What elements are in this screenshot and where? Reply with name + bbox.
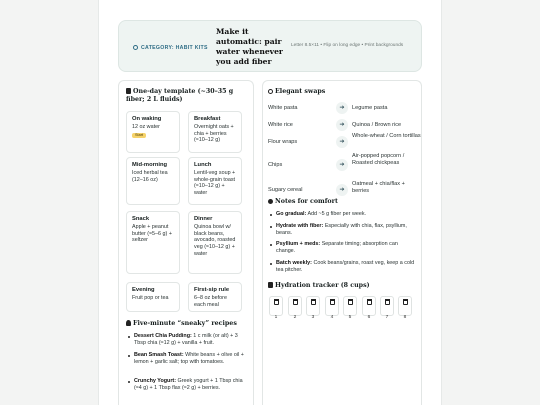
tag-icon: [133, 45, 138, 50]
meal-card: Mid-morning Iced herbal tea (12–16 oz): [126, 157, 180, 205]
sparkle-icon: [268, 89, 273, 94]
tracker-title: Hydration tracker (8 cups): [268, 282, 408, 290]
meal-card: Evening Fruit pop or tea: [126, 282, 180, 312]
note-item: Hydrate with fiber: Especially with chia, flax, psyllium, beans.: [270, 223, 418, 237]
cup-checkbox[interactable]: 3: [306, 296, 320, 316]
cup-icon: [268, 282, 273, 288]
meal-card: On waking 12 oz water Start: [126, 111, 180, 153]
arrow-right-icon: ➔: [336, 184, 348, 196]
note-item: Batch weekly: Cook beans/grains, roast veg, keep a cold tea pitcher.: [270, 260, 418, 274]
recipes-title: Five-minute “sneaky” recipes: [126, 320, 246, 328]
category-label: CATEGORY: HABIT KITS: [141, 44, 208, 51]
cup-checkbox[interactable]: 5: [343, 296, 357, 316]
meal-card: Dinner Quinoa bowl w/ black beans, avocado, roasted veg (≈10–12 g) + water: [188, 211, 242, 274]
recipe-item: Crunchy Yogurt: Greek yogurt + 1 Tbsp chia (≈4 g) + 1 Tbsp flax (≈2 g) + berries.: [128, 378, 246, 392]
start-badge: Start: [132, 133, 146, 138]
swap-row: White pasta ➔ Legume pasta: [268, 100, 418, 118]
cup-icon: [274, 299, 279, 305]
lightbulb-icon: [268, 199, 273, 204]
chef-hat-icon: [126, 320, 131, 326]
arrow-right-icon: ➔: [336, 119, 348, 131]
cup-icon: [330, 299, 335, 305]
notes-title: Notes for comfort: [268, 198, 408, 206]
swap-row: Chips ➔ Air-popped popcorn / Roasted chickpeas: [268, 153, 418, 171]
print-specs: Letter 8.5×11 • Flip on long edge • Print backgrounds: [291, 43, 404, 48]
swap-row: Sugary cereal ➔ Oatmeal + chia/flax + berries: [268, 181, 405, 194]
recipe-item: Dessert Chia Pudding: 1 c milk (or alt) + 3 Tbsp chia (≈12 g) + vanilla + fruit.: [128, 333, 246, 347]
recipe-item: Bean Smash Toast: White beans + olive oil + lemon + garlic salt; top with tomatoes.: [128, 352, 246, 366]
arrow-right-icon: ➔: [336, 136, 348, 148]
cup-icon: [385, 299, 390, 305]
cup-checkbox[interactable]: 4: [325, 296, 339, 316]
cup-icon: [403, 299, 408, 305]
meal-card: First-sip rule 6–8 oz before each meal: [188, 282, 242, 312]
swap-row: Flour wraps ➔ Whole-wheat / Corn tortillas: [268, 133, 418, 151]
swap-row: White rice ➔ Quinoa / Brown rice: [268, 117, 418, 135]
meal-card: Snack Apple + peanut butter (≈5–6 g) + seltzer: [126, 211, 180, 274]
arrow-right-icon: ➔: [336, 102, 348, 114]
calendar-icon: [126, 88, 131, 94]
cup-checkbox[interactable]: 1: [269, 296, 283, 316]
meal-card: Lunch Lentil-veg soup + whole-grain toast (≈10–12 g) + water: [188, 157, 242, 205]
cup-icon: [348, 299, 353, 305]
cup-checkbox[interactable]: 8: [398, 296, 412, 316]
cup-icon: [293, 299, 298, 305]
cup-checkbox[interactable]: 6: [362, 296, 376, 316]
template-title: One-day template (~30–35 g fiber; 2 L fluids): [126, 88, 234, 103]
cup-icon: [311, 299, 316, 305]
page-title: Make it automatic: pair water whenever you add fiber: [216, 27, 283, 66]
swaps-title: Elegant swaps: [268, 88, 408, 96]
note-item: Go gradual: Add ~5 g fiber per week.: [270, 211, 418, 218]
cup-checkbox[interactable]: 7: [380, 296, 394, 316]
cup-icon: [367, 299, 372, 305]
arrow-right-icon: ➔: [336, 159, 348, 171]
note-item: Psyllium + meds: Separate timing; absorption can change.: [270, 241, 418, 255]
meal-card: Breakfast Overnight oats + chia + berries (≈10–12 g): [188, 111, 242, 153]
category-tag: [129, 42, 212, 53]
header-banner: [118, 20, 422, 72]
cup-checkbox[interactable]: 2: [288, 296, 302, 316]
